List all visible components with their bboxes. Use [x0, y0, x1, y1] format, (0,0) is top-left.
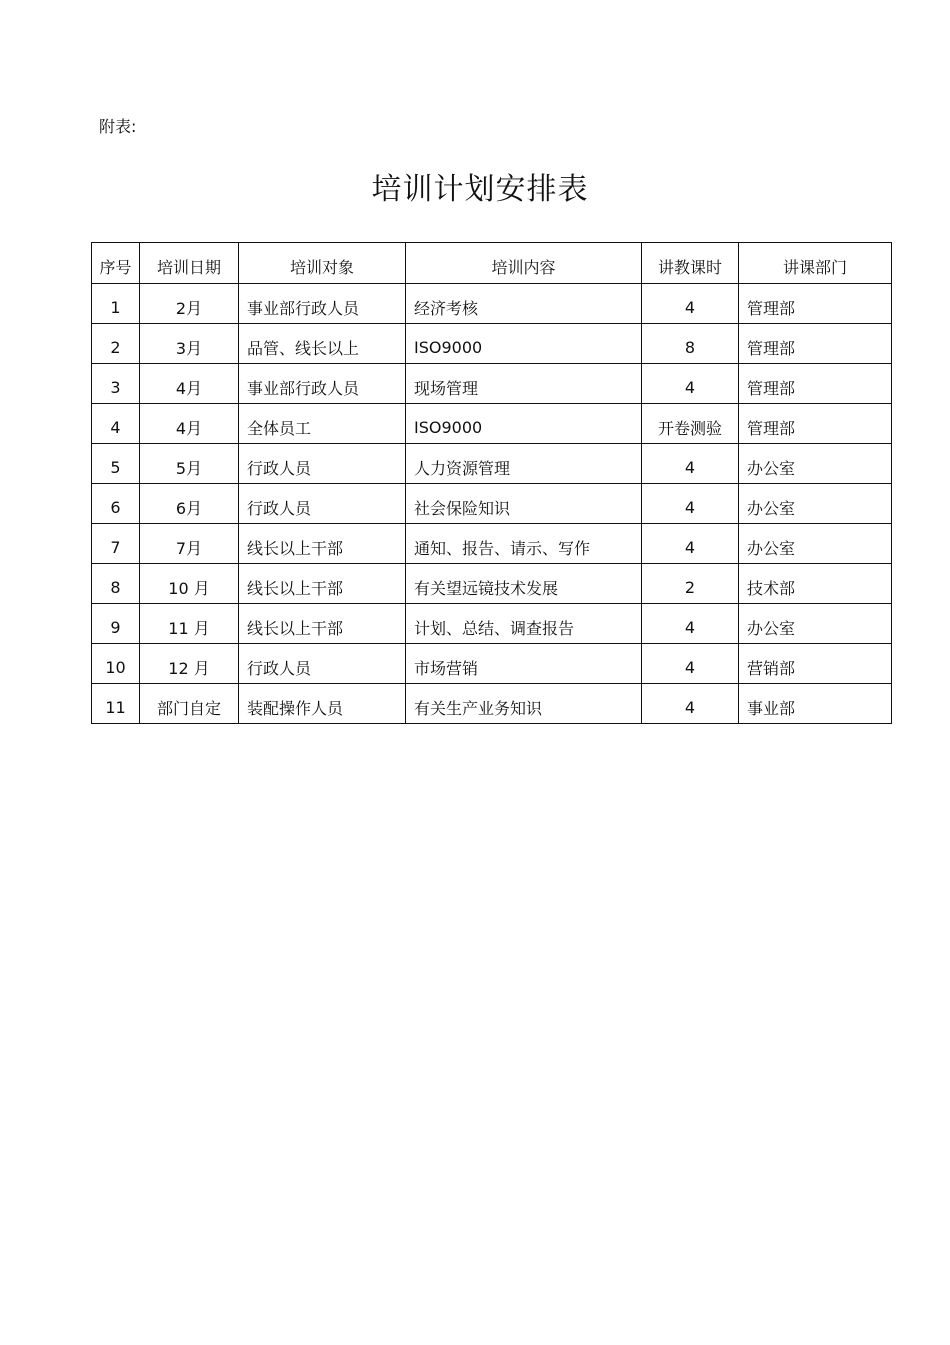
header-index: 序号 — [92, 243, 140, 284]
cell-audience: 事业部行政人员 — [239, 364, 406, 404]
cell-audience: 行政人员 — [239, 484, 406, 524]
cell-date: 12 月 — [140, 644, 239, 684]
header-audience: 培训对象 — [239, 243, 406, 284]
table-row — [92, 444, 892, 484]
cell-content: 通知、报告、请示、写作 — [406, 524, 642, 564]
cell-content: 有关望远镜技术发展 — [406, 564, 642, 604]
cell-index: 10 — [92, 644, 140, 684]
table-row — [92, 284, 892, 324]
cell-index: 8 — [92, 564, 140, 604]
table-row — [92, 404, 892, 444]
cell-hours: 4 — [642, 644, 739, 684]
table-row — [92, 484, 892, 524]
table-row — [92, 604, 892, 644]
cell-content: 人力资源管理 — [406, 444, 642, 484]
cell-hours: 4 — [642, 484, 739, 524]
cell-index: 2 — [92, 324, 140, 364]
cell-audience: 线长以上干部 — [239, 604, 406, 644]
cell-date: 部门自定 — [140, 684, 239, 724]
cell-date: 6月 — [140, 484, 239, 524]
cell-department: 管理部 — [739, 284, 892, 324]
cell-index: 6 — [92, 484, 140, 524]
header-hours: 讲教课时 — [642, 243, 739, 284]
attachment-label: 附表: — [99, 117, 137, 136]
table-header-row — [92, 243, 892, 284]
header-department: 讲课部门 — [739, 243, 892, 284]
cell-department: 办公室 — [739, 444, 892, 484]
cell-department: 事业部 — [739, 684, 892, 724]
cell-content: ISO9000 — [406, 324, 642, 364]
cell-hours: 4 — [642, 684, 739, 724]
cell-date: 5月 — [140, 444, 239, 484]
cell-audience: 行政人员 — [239, 644, 406, 684]
table-row — [92, 684, 892, 724]
cell-audience: 品管、线长以上 — [239, 324, 406, 364]
cell-content: 经济考核 — [406, 284, 642, 324]
header-content: 培训内容 — [406, 243, 642, 284]
cell-hours: 4 — [642, 604, 739, 644]
cell-content: 计划、总结、调查报告 — [406, 604, 642, 644]
cell-department: 管理部 — [739, 364, 892, 404]
cell-date: 2月 — [140, 284, 239, 324]
cell-department: 技术部 — [739, 564, 892, 604]
cell-hours: 8 — [642, 324, 739, 364]
cell-content: 市场营销 — [406, 644, 642, 684]
header-date: 培训日期 — [140, 243, 239, 284]
cell-date: 10 月 — [140, 564, 239, 604]
cell-index: 1 — [92, 284, 140, 324]
cell-index: 9 — [92, 604, 140, 644]
page-title: 培训计划安排表 — [371, 172, 589, 207]
cell-audience: 行政人员 — [239, 444, 406, 484]
cell-audience: 线长以上干部 — [239, 524, 406, 564]
cell-index: 4 — [92, 404, 140, 444]
cell-hours: 4 — [642, 444, 739, 484]
cell-department: 管理部 — [739, 404, 892, 444]
table-row — [92, 564, 892, 604]
training-schedule-table — [91, 242, 892, 724]
cell-audience: 事业部行政人员 — [239, 284, 406, 324]
cell-department: 营销部 — [739, 644, 892, 684]
cell-department: 办公室 — [739, 484, 892, 524]
table-body — [92, 284, 892, 724]
cell-date: 4月 — [140, 404, 239, 444]
cell-hours: 4 — [642, 284, 739, 324]
cell-index: 11 — [92, 684, 140, 724]
cell-hours: 2 — [642, 564, 739, 604]
cell-hours: 4 — [642, 524, 739, 564]
cell-audience: 全体员工 — [239, 404, 406, 444]
cell-date: 7月 — [140, 524, 239, 564]
table-row — [92, 364, 892, 404]
cell-hours: 开卷测验 — [642, 404, 739, 444]
cell-content: 有关生产业务知识 — [406, 684, 642, 724]
cell-department: 管理部 — [739, 324, 892, 364]
cell-date: 11 月 — [140, 604, 239, 644]
cell-hours: 4 — [642, 364, 739, 404]
cell-index: 5 — [92, 444, 140, 484]
cell-content: 现场管理 — [406, 364, 642, 404]
table-row — [92, 644, 892, 684]
table-row — [92, 324, 892, 364]
cell-date: 3月 — [140, 324, 239, 364]
cell-department: 办公室 — [739, 524, 892, 564]
cell-content: 社会保险知识 — [406, 484, 642, 524]
cell-audience: 线长以上干部 — [239, 564, 406, 604]
cell-audience: 装配操作人员 — [239, 684, 406, 724]
cell-content: ISO9000 — [406, 404, 642, 444]
cell-date: 4月 — [140, 364, 239, 404]
cell-index: 7 — [92, 524, 140, 564]
cell-department: 办公室 — [739, 604, 892, 644]
table-row — [92, 524, 892, 564]
cell-index: 3 — [92, 364, 140, 404]
